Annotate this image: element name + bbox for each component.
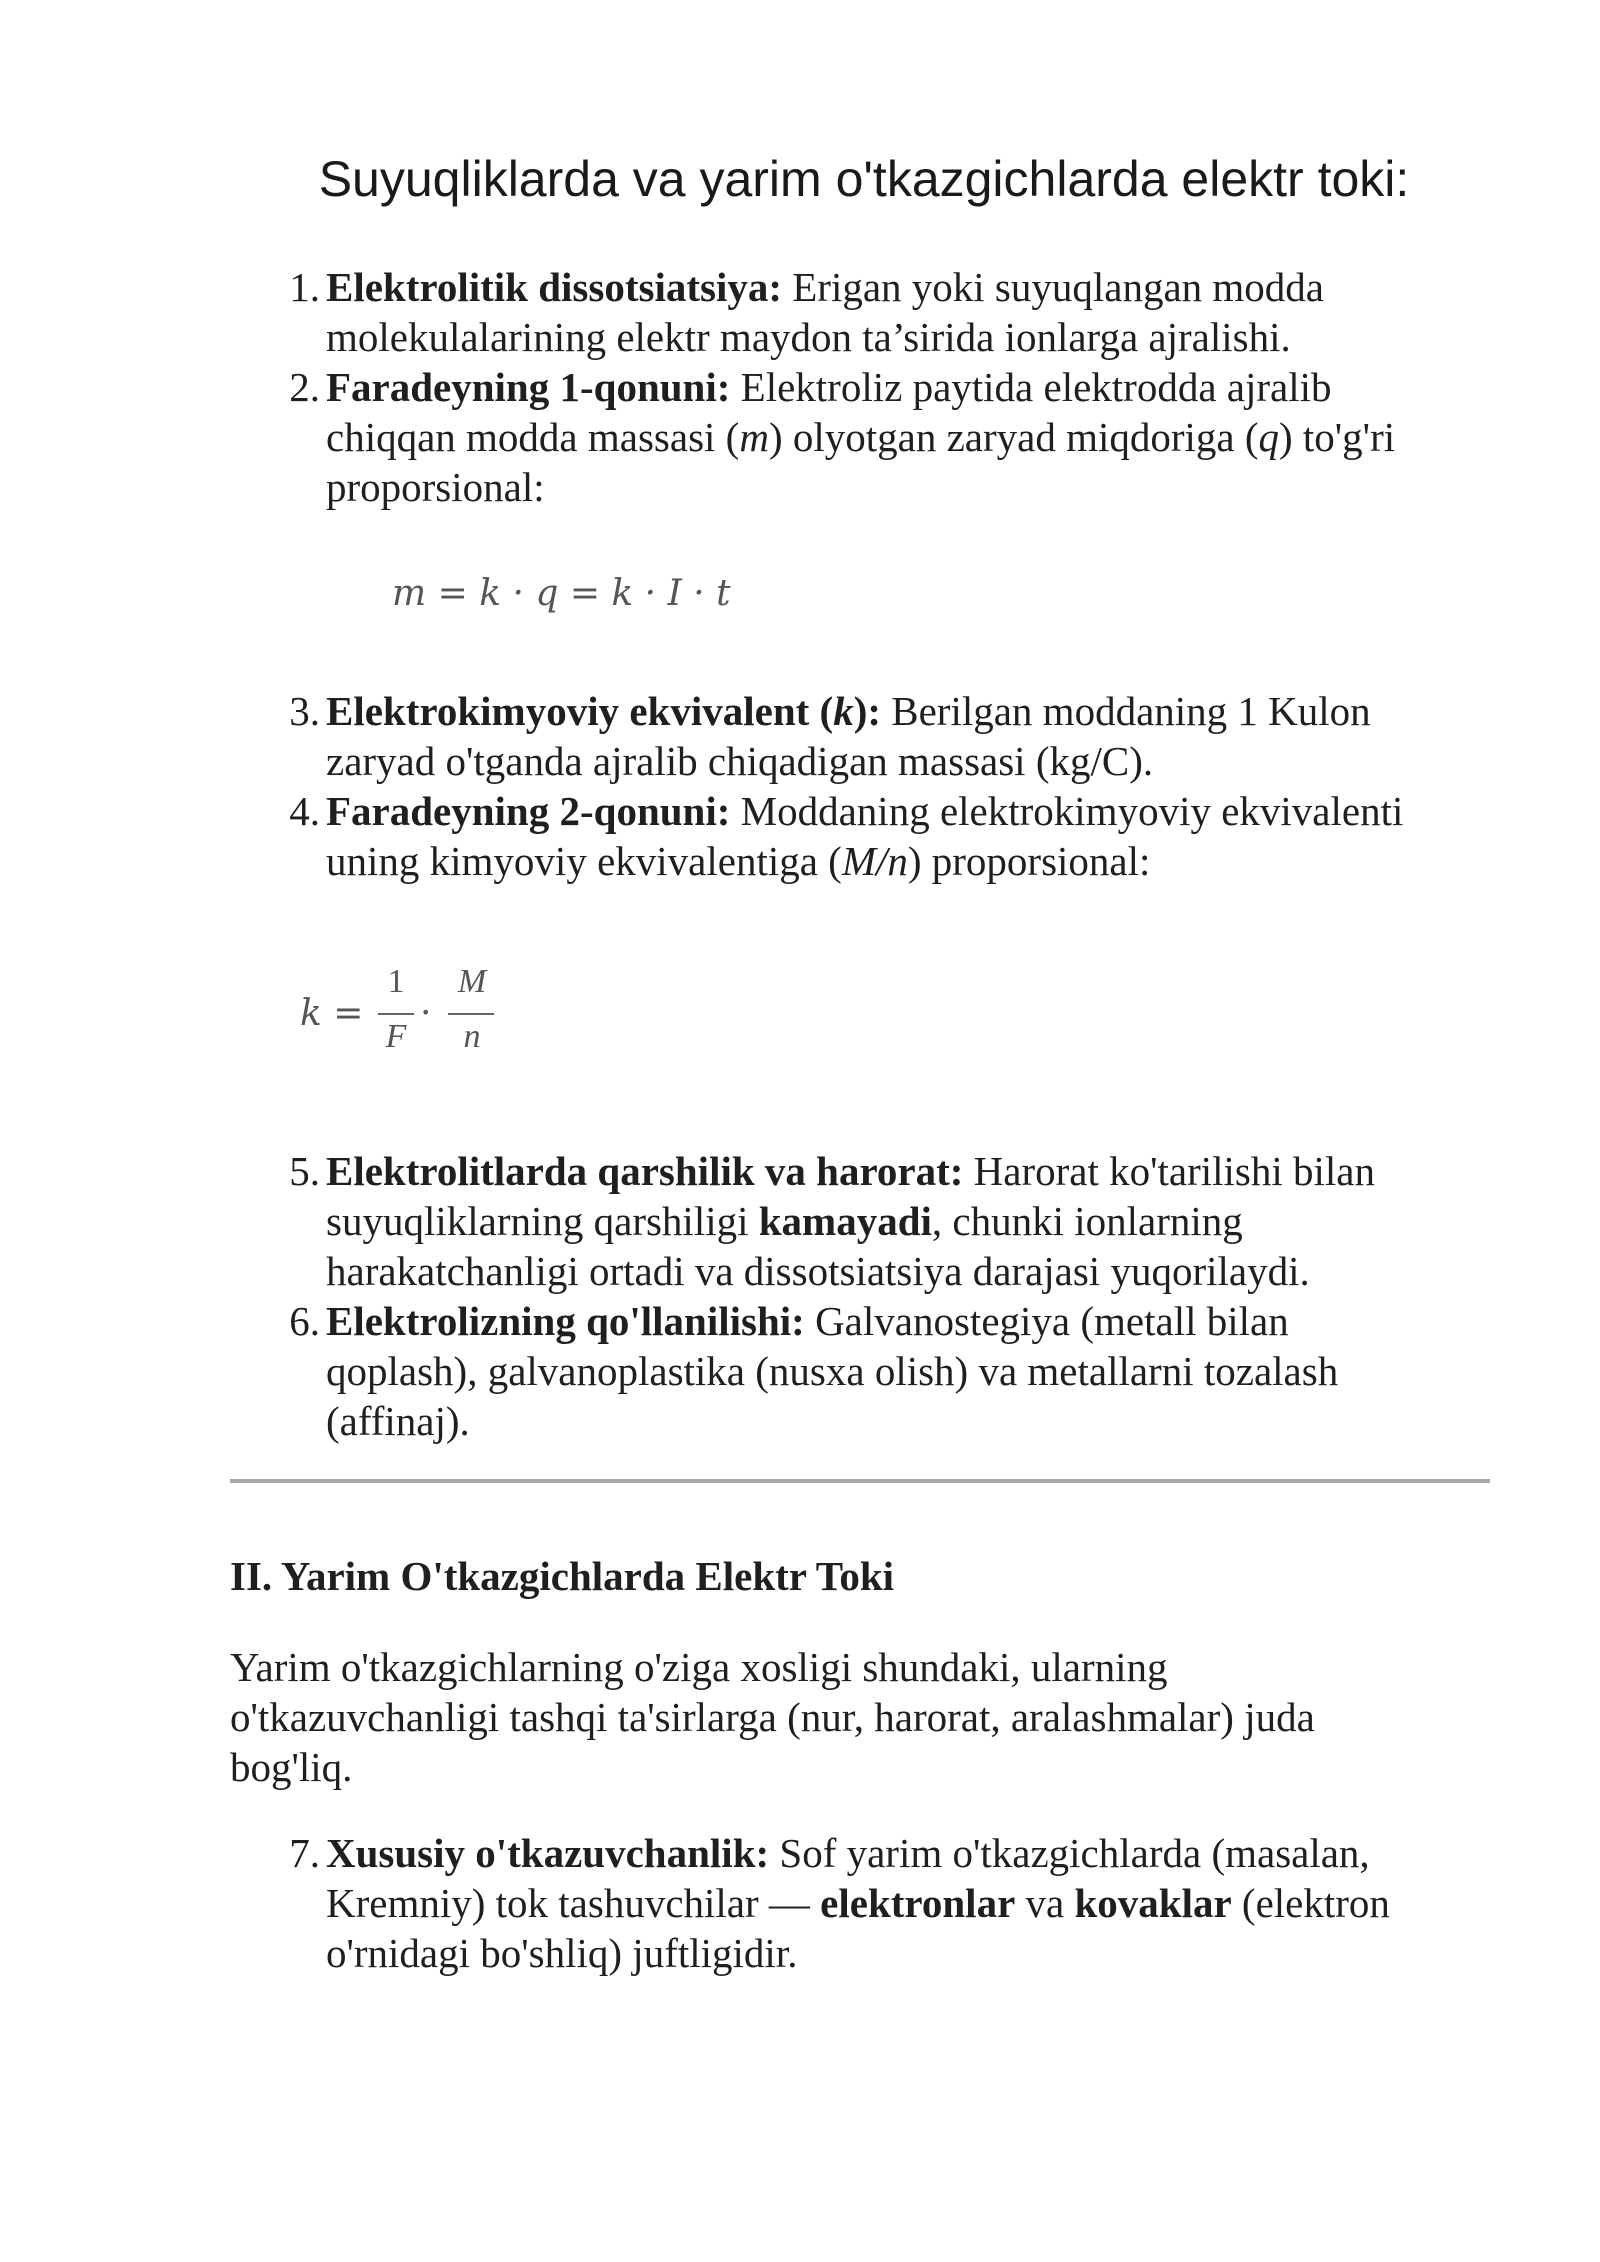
item-number: 1. [289, 264, 320, 310]
fraction-numerator: 1 [387, 963, 405, 1000]
section-heading: II. Yarim O'tkazgichlarda Elektr Toki [230, 1553, 895, 1599]
item-term: Elektrokimyoviy ekvivalent (k): [326, 688, 881, 734]
fraction-numerator: M [457, 963, 487, 1000]
formula-lhs: k = [300, 993, 364, 1034]
formula-dot: · [420, 993, 432, 1034]
item-text: Kremniy) tok tashuvchilar — elektronlar va kovaklar (elektron [326, 1880, 1390, 1926]
item-text: harakatchanligi ortadi va dissotsiatsiya darajasi yuqorilaydi. [326, 1248, 1310, 1294]
item-text: zaryad o'tganda ajralib chiqadigan massasi (kg/C). [326, 738, 1154, 784]
item-text: molekulalarining elektr maydon ta’sirida ionlarga ajralishi. [326, 314, 1291, 360]
fraction-denominator: F [385, 1018, 407, 1055]
item-text: Elektroliz paytida elektrodda ajralib [730, 364, 1332, 410]
item-text: uning kimyoviy ekvivalentiga (M/n) proporsional: [326, 838, 1151, 884]
paragraph-line: bog'liq. [230, 1744, 353, 1790]
fraction-bar [378, 1013, 414, 1015]
item-text: qoplash), galvanoplastika (nusxa olish) va metallarni tozalash [326, 1348, 1339, 1394]
item-text: chiqqan modda massasi (m) olyotgan zaryad miqdoriga (q) to'g'ri [326, 414, 1396, 460]
item-text: Sof yarim o'tkazgichlarda (masalan, [769, 1830, 1370, 1876]
item-number: 4. [289, 788, 320, 834]
item-term: Xususiy o'tkazuvchanlik: [326, 1830, 770, 1876]
fraction-bar [448, 1013, 494, 1015]
formula-faraday-1: m = k · q = k · I · t [392, 573, 731, 614]
item-text: Harorat ko'tarilishi bilan [963, 1148, 1376, 1194]
item-text: Moddaning elektrokimyoviy ekvivalenti [730, 788, 1404, 834]
fraction-denominator: n [463, 1018, 481, 1055]
page-title: Suyuqliklarda va yarim o'tkazgichlarda elektr toki: [318, 151, 1410, 207]
horizontal-rule [230, 1479, 1490, 1483]
section-paragraph [230, 1642, 1470, 1792]
item-number: 6. [289, 1298, 320, 1344]
item-text: Erigan yoki suyuqlangan modda [782, 264, 1325, 310]
item-text: (affinaj). [326, 1398, 470, 1444]
item-text: o'rnidagi bo'shliq) juftligidir. [326, 1930, 798, 1976]
item-number: 3. [289, 688, 320, 734]
paragraph-line: o'tkazuvchanligi tashqi ta'sirlarga (nur, harorat, aralashmalar) juda [230, 1694, 1315, 1740]
item-text: Galvanostegiya (metall bilan [804, 1298, 1289, 1344]
item-text: Berilgan moddaning 1 Kulon [881, 688, 1371, 734]
item-text: proporsional: [326, 464, 545, 510]
item-number: 5. [289, 1148, 320, 1194]
item-term: Elektrolizning qo'llanilishi: [326, 1298, 805, 1344]
item-text: suyuqliklarning qarshiligi kamayadi, chunki ionlarning [326, 1198, 1243, 1244]
item-term: Elektrolitlarda qarshilik va harorat: [326, 1148, 964, 1194]
item-term: Faradeyning 1-qonuni: [326, 364, 731, 410]
item-number: 2. [289, 364, 320, 410]
item-term: Elektrolitik dissotsiatsiya: [326, 264, 782, 310]
paragraph-line: Yarim o'tkazgichlarning o'ziga xosligi shundaki, ularning [230, 1644, 1168, 1690]
item-number: 7. [289, 1830, 320, 1876]
item-term: Faradeyning 2-qonuni: [326, 788, 731, 834]
